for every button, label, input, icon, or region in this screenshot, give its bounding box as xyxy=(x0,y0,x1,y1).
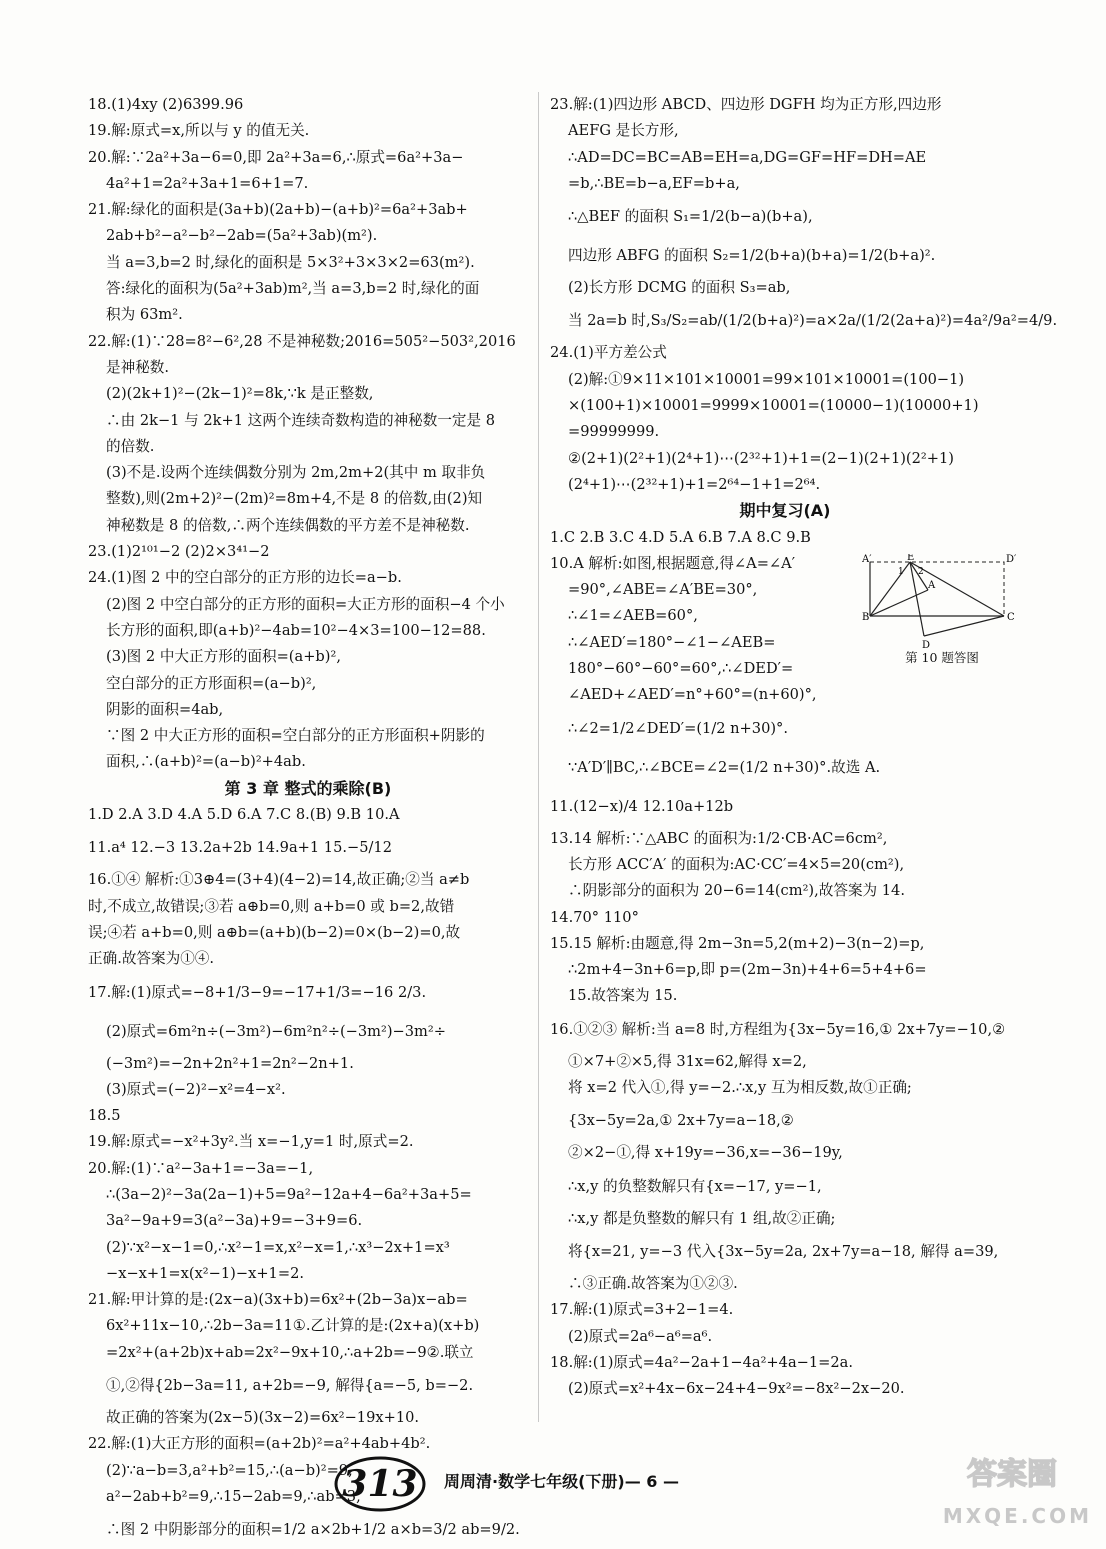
answer-line: 20.解:(1)∵a²−3a+1=−3a=−1, xyxy=(88,1159,314,1177)
answer-line: 将{x=21, y=−3 代入{3x−5y=2a, 2x+7y=a−18, 解得 a=39, xyxy=(568,1242,999,1260)
answer-line: 整数),则(2m+2)²−(2m)²=8m+4,不是 8 的倍数,由(2)知 xyxy=(106,490,483,508)
answer-line: 积为 63m². xyxy=(106,306,183,324)
answer-line: (2)原式=6m²n÷(−3m²)−6m²n²÷(−3m²)−3m²÷ xyxy=(106,1022,446,1040)
answer-line: 6x²+11x−10,∴2b−3a=11①.乙计算的是:(2x+a)(x+b) xyxy=(106,1317,480,1335)
answer-line: (3)图 2 中大正方形的面积=(a+b)², xyxy=(106,648,341,666)
answer-line: ∴∠2=1/2∠DED′=(1/2 n+30)°. xyxy=(568,719,788,737)
answer-line: 4a²+1=2a²+3a+1=6+1=7. xyxy=(106,174,309,192)
answer-line: =2x²+(a+2b)x+ab=2x²−9x+10,∴a+2b=−9②.联立 xyxy=(106,1343,474,1361)
answer-line: ①×7+②×5,得 31x=62,解得 x=2, xyxy=(568,1052,807,1070)
answer-line: ∴x,y 的负整数解只有{x=−17, y=−1, xyxy=(568,1177,822,1195)
answer-line: 180°−60°−60°=60°,∴∠DED′= xyxy=(568,660,794,678)
answer-line: 是神秘数. xyxy=(106,358,170,376)
answer-line: −x−x+1=x(x²−1)−x+1=2. xyxy=(106,1264,304,1282)
answer-line: ∴∠1=∠AEB=60°, xyxy=(568,607,698,625)
answer-line: =b,∴BE=b−a,EF=b+a, xyxy=(568,174,740,192)
right-column xyxy=(550,92,1058,1402)
answer-line: 16.①②③ 解析:当 a=8 时,方程组为{3x−5y=16,① 2x+7y=−10,② xyxy=(550,1020,1006,1038)
answer-line: 阴影的面积=4ab, xyxy=(106,700,224,718)
answer-line: 当 2a=b 时,S₃/S₂=ab/(1/2(b+a)²)=a×2a/(1/2(2a+a)²)=4a²/9a²=4/9. xyxy=(568,312,1058,330)
answer-line: (2)长方形 DCMG 的面积 S₃=ab, xyxy=(568,279,791,297)
section-title: 期中复习(A) xyxy=(739,501,831,521)
answer-line: 17.解:(1)原式=−8+1/3−9=−17+1/3=−16 2/3. xyxy=(88,983,427,1001)
answer-line: 1.D 2.A 3.D 4.A 5.D 6.A 7.C 8.(B) 9.B 10.A xyxy=(88,806,400,824)
figure-label: A′ xyxy=(862,554,872,565)
answer-line: 1.C 2.B 3.C 4.D 5.A 6.B 7.A 8.C 9.B xyxy=(550,528,811,546)
answer-line: 的倍数. xyxy=(106,437,155,455)
answer-line: ∴x,y 都是负整数的解只有 1 组,故②正确; xyxy=(568,1209,836,1227)
logo-text: 313 xyxy=(342,1463,418,1505)
answer-line: (−3m²)=−2n+2n²+1=2n²−2n+1. xyxy=(106,1054,354,1072)
answer-line: 14.70° 110° xyxy=(550,908,639,926)
answer-line: {3x−5y=2a,① 2x+7y=a−18,② xyxy=(568,1112,794,1130)
answer-line: ②(2+1)(2²+1)(2⁴+1)⋯(2³²+1)+1=(2−1)(2+1)(2²+1) xyxy=(568,449,954,467)
answer-line: 22.解:(1)∵28=8²−6²,28 不是神秘数;2016=505²−503²,2016 xyxy=(88,332,516,350)
figure-label: 2 xyxy=(918,567,924,577)
answer-line: (3)不是.设两个连续偶数分别为 2m,2m+2(其中 m 取非负 xyxy=(106,464,486,482)
answer-line: =99999999. xyxy=(568,423,660,441)
answer-line: (2)图 2 中空白部分的正方形的面积=大正方形的面积−4 个小 xyxy=(106,595,505,613)
answer-line: 19.解:原式=−x²+3y².当 x=−1,y=1 时,原式=2. xyxy=(88,1133,414,1151)
answer-line: 答:绿化的面积为(5a²+3ab)m²,当 a=3,b=2 时,绿化的面 xyxy=(106,280,480,298)
answer-line: ×(100+1)×10001=9999×10001=(10000−1)(10000+1) xyxy=(568,397,979,415)
answer-line: ∴∠AED′=180°−∠1−∠AEB= xyxy=(568,633,776,651)
answer-line: 11.a⁴ 12.−3 13.2a+2b 14.9a+1 15.−5/12 xyxy=(88,839,393,857)
answer-line: (2)原式=2a⁶−a⁶=a⁶. xyxy=(568,1327,713,1345)
answer-line: (2)原式=x²+4x−6x−24+4−9x²=−8x²−2x−20. xyxy=(568,1380,905,1398)
figure-label: B xyxy=(862,612,870,623)
section-title: 第 3 章 整式的乘除(B) xyxy=(224,778,392,798)
answer-line: 15.故答案为 15. xyxy=(568,987,678,1005)
answer-line: 长方形的面积,即(a+b)²−4ab=10²−4×3=100−12=88. xyxy=(106,621,486,639)
answer-line: 11.(12−x)/4 12.10a+12b xyxy=(550,797,734,815)
answer-line: (2)(2k+1)²−(2k−1)²=8k,∵k 是正整数, xyxy=(106,385,374,403)
answer-line: 24.(1)图 2 中的空白部分的正方形的边长=a−b. xyxy=(88,569,402,587)
answer-line: 17.解:(1)原式=3+2−1=4. xyxy=(550,1301,734,1319)
answer-line: (3)原式=(−2)²−x²=4−x². xyxy=(106,1080,286,1098)
answer-line: ∠AED+∠AED′=n°+60°=(n+60)°, xyxy=(568,686,817,704)
figure-diagram xyxy=(862,554,1022,650)
answer-line: ∴AD=DC=BC=AB=EH=a,DG=GF=HF=DH=AE xyxy=(568,148,927,166)
answer-line: 18.解:(1)原式=4a²−2a+1−4a²+4a−1=2a. xyxy=(550,1353,854,1371)
answer-line: 19.解:原式=x,所以与 y 的值无关. xyxy=(88,122,310,140)
footer-text: 周周清·数学七年级(下册)— 6 — xyxy=(444,1471,679,1491)
answer-line: =90°,∠ABE=∠A′BE=30°, xyxy=(568,581,758,599)
answer-line: 将 x=2 代入①,得 y=−2.∴x,y 互为相反数,故①正确; xyxy=(568,1079,912,1097)
publisher-logo xyxy=(330,1440,442,1520)
watermark-text: MXQE.COM xyxy=(942,1504,1092,1528)
column-divider xyxy=(538,92,539,1422)
answer-line: 22.解:(1)大正方形的面积=(a+2b)²=a²+4ab+4b². xyxy=(88,1435,431,1453)
answer-line: 18.(1)4xy (2)6399.96 xyxy=(88,96,244,113)
answer-line: 神秘数是 8 的倍数,∴两个连续偶数的平方差不是神秘数. xyxy=(106,516,470,534)
answer-line: 时,不成立,故错误;③若 a⊕b=0,则 a+b=0 或 b=2,故错 xyxy=(88,897,455,915)
answer-line: 长方形 ACC′A′ 的面积为:AC·CC′=4×5=20(cm²), xyxy=(568,855,905,873)
answer-line: 空白部分的正方形面积=(a−b)², xyxy=(106,674,317,692)
page-footer xyxy=(330,1440,679,1520)
answer-line: 21.解:绿化的面积是(3a+b)(2a+b)−(a+b)²=6a²+3ab+ xyxy=(88,201,468,219)
answer-line: ∵图 2 中大正方形的面积=空白部分的正方形面积+阴影的 xyxy=(106,727,485,745)
answer-line: AEFG 是长方形, xyxy=(568,122,679,140)
answer-line: 故正确的答案为(2x−5)(3x−2)=6x²−19x+10. xyxy=(106,1409,420,1427)
watermark-logo xyxy=(942,1448,1082,1498)
answer-line: 面积,∴(a+b)²=(a−b)²+4ab. xyxy=(106,753,306,771)
answer-line: ∴阴影部分的面积为 20−6=14(cm²),故答案为 14. xyxy=(568,882,905,900)
left-column xyxy=(88,92,528,1549)
answer-line: 当 a=3,b=2 时,绿化的面积是 5×3²+3×3×2=63(m²). xyxy=(106,253,475,271)
figure-label: A xyxy=(928,580,936,591)
watermark-mark: 答案圈 xyxy=(967,1457,1057,1492)
answer-line: (2)∵x²−x−1=0,∴x²−1=x,x²−x=1,∴x³−2x+1=x³ xyxy=(106,1238,450,1256)
answer-line: 16.①④ 解析:①3⊕4=(3+4)(4−2)=14,故正确;②当 a≠b xyxy=(88,871,470,889)
figure-label: E xyxy=(907,554,915,563)
answer-line: (2)解:①9×11×101×10001=99×101×10001=(100−1) xyxy=(568,370,965,388)
answer-line: (2)∵a−b=3,a²+b²=15,∴(a−b)²=9, xyxy=(106,1461,353,1479)
answer-line: (2⁴+1)⋯(2³²+1)+1=2⁶⁴−1+1=2⁶⁴. xyxy=(568,475,821,493)
answer-line: 正确.故答案为①④. xyxy=(88,950,215,968)
figure-label: 1 xyxy=(898,567,904,577)
figure-caption: 第 10 题答图 xyxy=(905,650,979,665)
watermark xyxy=(932,1448,1092,1528)
answer-line: ∴③正确.故答案为①②③. xyxy=(568,1274,738,1292)
geometry-figure xyxy=(862,554,1022,666)
answer-line: 23.(1)2¹⁰¹−2 (2)2×3⁴¹−2 xyxy=(88,543,270,561)
answer-line: a²−2ab+b²=9,∴15−2ab=9,∴ab=3, xyxy=(106,1487,361,1505)
figure-label: C xyxy=(1007,612,1015,623)
answer-line: 21.解:甲计算的是:(2x−a)(3x+b)=6x²+(2b−3a)x−ab= xyxy=(88,1291,468,1309)
answer-line: ∴(3a−2)²−3a(2a−1)+5=9a²−12a+4−6a²+3a+5= xyxy=(106,1185,472,1203)
answer-line: ∴△BEF 的面积 S₁=1/2(b−a)(b+a), xyxy=(568,208,813,226)
answer-line: 13.14 解析:∵△ABC 的面积为:1/2·CB·AC=6cm², xyxy=(550,829,888,847)
answer-line: ∴图 2 中阴影部分的面积=1/2 a×2b+1/2 a×b=3/2 ab=9/2. xyxy=(106,1521,520,1539)
answer-line: 四边形 ABFG 的面积 S₂=1/2(b+a)(b+a)=1/2(b+a)². xyxy=(568,247,936,265)
answer-line: 3a²−9a+9=3(a²−3a)+9=−3+9=6. xyxy=(106,1212,363,1230)
answer-line: 18.5 xyxy=(88,1107,121,1125)
answer-line: 23.解:(1)四边形 ABCD、四边形 DGFH 均为正方形,四边形 xyxy=(550,96,942,113)
answer-line: 10.A 解析:如图,根据题意,得∠A=∠A′ xyxy=(550,554,796,572)
answer-line: ∵A′D′∥BC,∴∠BCE=∠2=(1/2 n+30)°.故选 A. xyxy=(568,758,881,776)
answer-line: 24.(1)平方差公式 xyxy=(550,344,667,362)
answer-line: ②×2−①,得 x+19y=−36,x=−36−19y, xyxy=(568,1144,843,1162)
answer-line: 20.解:∵2a²+3a−6=0,即 2a²+3a=6,∴原式=6a²+3a− xyxy=(88,148,464,166)
answer-line: 误;④若 a+b=0,则 a⊕b=(a+b)(b−2)=0×(b−2)=0,故 xyxy=(88,923,461,941)
figure-label: D′ xyxy=(1006,554,1017,565)
answer-line: 2ab+b²−a²−b²−2ab=(5a²+3ab)(m²). xyxy=(106,227,378,245)
answer-line: ∴由 2k−1 与 2k+1 这两个连续奇数构造的神秘数一定是 8 xyxy=(106,411,496,429)
answer-line: 15.15 解析:由题意,得 2m−3n=5,2(m+2)−3(n−2)=p, xyxy=(550,934,925,952)
figure-label: D xyxy=(922,640,931,650)
answer-line: ∴2m+4−3n+6=p,即 p=(2m−3n)+4+6=5+4+6= xyxy=(568,961,927,979)
answer-line: ①,②得{2b−3a=11, a+2b=−9, 解得{a=−5, b=−2. xyxy=(106,1377,474,1395)
